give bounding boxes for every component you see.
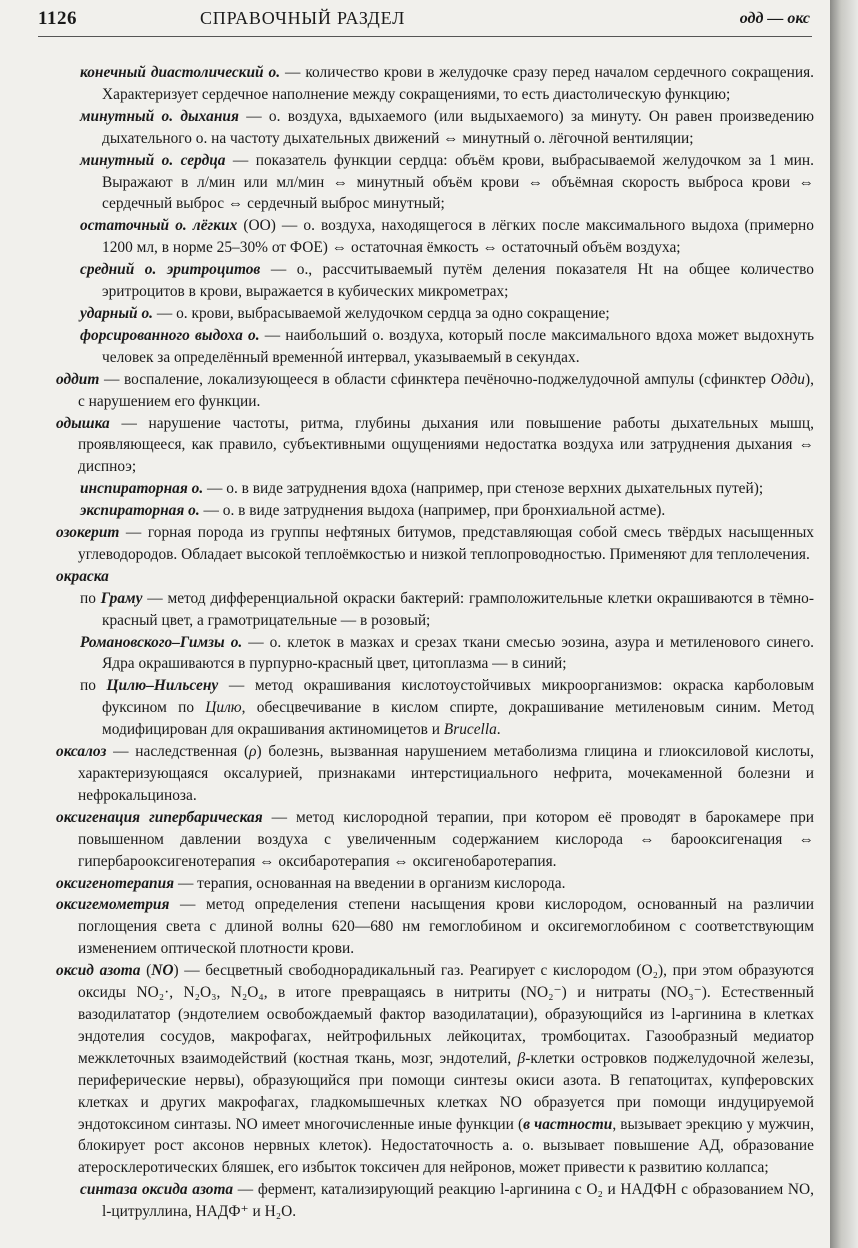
entry-text: — о. воздуха, вдыхаемого (или выдыхаемого) за минуту. Он равен произведению дыхательного о. на частоту дыхательных движений ⇔ минутный о. лёгочной вентиляции; [102, 107, 815, 147]
entry-text: — количество крови в желудочке сразу перед началом сердечного сокращения. Характеризует сердечное наполнение между сокращениями, то есть диастолическую функцию; [102, 64, 814, 103]
entry-text: Brucella [443, 721, 497, 739]
entry-term: минутный о. дыхания [80, 107, 239, 125]
entry-text: — фермент, катализирующий реакцию l-аргинина с O₂ и НАДФН с образованием NO, l-цитруллина, НАДФ⁺ и H₂O. [102, 1181, 814, 1221]
entry-text: — воспаление, локализующееся в области сфинктера печёночно-поджелудочной ампулы (сфинктер [99, 370, 771, 388]
entry-term: инспираторная о. [80, 480, 204, 498]
entry-text: — метод определения степени насыщения крови кислородом, основанный на различии поглощения света с длиной волны 620—680 нм гемоглобином и оксигемоглобином с соответствующим изменением оптической плотности крови. [78, 896, 814, 958]
dictionary-entry [56, 807, 814, 873]
entry-text: — горная порода из группы нефтяных битумов, представляющая собой смесь твёрдых насыщенных углеводородов. Обладает высокой теплоёмкостью и низкой теплопроводностью. Применяют для теплолечения. [78, 524, 814, 563]
entry-text: — о. крови, выбрасываемой желудочком сердца за одно сокращение; [153, 304, 610, 322]
entry-term: озокерит [56, 524, 120, 542]
section-title: СПРАВОЧНЫЙ РАЗДЕЛ [200, 8, 406, 28]
entry-text: — показатель функции сердца: объём крови, выбрасываемой желудочком за 1 мин. Выражают в л/мин или мл/мин ⇔ минутный объём крови ⇔ объёмная скорость выброса крови ⇔ сердечный выброс ⇔ сердечный выброс минутный; [102, 151, 814, 213]
entry-term: в частности [523, 1115, 613, 1133]
page-binding-edge [830, 0, 858, 1248]
entry-text: — метод окрашивания кислотоустойчивых микроорганизмов: окраска карболовым фуксином по [102, 677, 814, 717]
dictionary-subentry [80, 150, 814, 216]
entry-text: — нарушение частоты, ритма, глубины дыхания или повышение работы дыхательных мышц, проявляющееся, как правило, субъективными ощущениями недостатка воздуха или затруднения дыхания ⇔ диспноэ; [78, 414, 814, 476]
entry-term: экспираторная о. [80, 502, 200, 520]
entry-term: оддит [56, 370, 100, 388]
entry-range: одд — окс [739, 10, 810, 27]
entry-text: ρ [249, 743, 257, 761]
entries-list [0, 62, 830, 1223]
dictionary-entry [56, 522, 814, 566]
entry-term: ударный о. [80, 304, 153, 322]
dictionary-subentry [80, 259, 814, 303]
entry-text: Цилю [205, 699, 242, 717]
entry-text: — о., рассчитываемый путём деления показателя Ht на общее количество эритроцитов в крови, выражается в кубических микрометрах; [102, 261, 815, 301]
entry-text: — наибольший о. воздуха, который после максимального вдоха может выдохнуть человек за определённый временно́й интервал, указываемый в секундах. [102, 326, 814, 366]
entry-term: остаточный о. лёгких [80, 217, 238, 235]
entry-term: оксалоз [56, 743, 107, 761]
entry-text: . [496, 721, 501, 739]
entry-term: форсированного выдоха о. [80, 326, 260, 344]
dictionary-subentry [80, 106, 814, 150]
entry-text: по [80, 589, 101, 607]
dictionary-subentry [80, 500, 814, 522]
dictionary-entry [56, 413, 814, 479]
dictionary-subentry [80, 325, 814, 369]
entry-text: ( [140, 962, 152, 980]
entry-term: Цилю–Нильсену [106, 677, 219, 695]
dictionary-subentry [80, 62, 814, 106]
entry-text: -клетки островков поджелудочной железы, периферические нервы), образующийся при помощи синтезы окиси азота. В гепатоцитах, купферовских клетках и других макрофагах, гладкомышечных клетках NO образуется при помощи индуцируемой эндотоксином синтазы. NO имеет многочисленные иные функции ( [78, 1049, 814, 1133]
entry-text: , обесцвечивание в кислом спирте, докрашивание метиленовым синим. Метод модифицирован для окрашивания актиномицетов и [102, 699, 814, 739]
entry-term: Граму [100, 589, 143, 607]
entry-text: Одди [770, 370, 806, 388]
dictionary-entry [56, 741, 814, 807]
entry-text: β [517, 1049, 526, 1067]
entry-text: ) — бесцветный свободнорадикальный газ. Реагирует с кислородом (O₂), при этом образуются оксиды NO₂·, N₂O₃, N₂O₄, в итоге превращаясь в нитриты (NO₂⁻) и нитраты (NO₃⁻). Естественный вазодилататор (эндотелием освобождаемый фактор вазодилатации), образующийся из l-аргинина в клетках эндотелия сосудов, макрофагах, нейтрофильных лейкоцитах, тромбоцитах. Газообразный медиатор межклеточных взаимодействий (костная ткань, мозг, эндотелий, [78, 962, 814, 1067]
entry-text: — наследственная ( [106, 743, 250, 761]
entry-text: ), с нарушением его функции. [78, 370, 814, 410]
entry-term: оксигенотерапия [56, 874, 175, 892]
entry-term: оксид азота [56, 962, 141, 980]
entry-term: оксигемометрия [56, 896, 170, 914]
entry-term: Романовского–Гимзы о. [80, 633, 243, 651]
entry-text: — о. в виде затруднения вдоха (например, при стенозе верхних дыхательных путей); [203, 480, 764, 498]
header-rule [38, 36, 812, 37]
entry-text: — терапия, основанная на введении в организм кислорода. [174, 874, 566, 892]
dictionary-entry [56, 894, 814, 960]
dictionary-subentry [80, 632, 814, 676]
dictionary-subentry [80, 588, 814, 632]
dictionary-entry [56, 873, 814, 895]
entry-text: — метод дифференциальной окраски бактерий: грамположительные клетки окрашиваются в тёмно-красный цвет, а грамотрицательные — в розовый; [102, 589, 814, 629]
dictionary-subentry [80, 1179, 814, 1223]
entry-term: NO [151, 962, 174, 980]
entry-text: ) болезнь, вызванная нарушением метаболизма глицина и глиоксиловой кислоты, характеризующаяся оксалурией, признаками интерстициального нефрита, мочекаменной болезни и нефрокальциноза. [78, 743, 814, 804]
page-header [38, 6, 812, 34]
entry-term: средний о. эритроцитов [80, 261, 261, 279]
entry-term: оксигенация гипербарическая [56, 808, 263, 826]
entry-term: минутный о. сердца [80, 151, 226, 169]
entry-text: (ОО) — о. воздуха, находящегося в лёгких после максимального выдоха (примерно 1200 мл, в норме 25–30% от ФОЕ) ⇔ остаточная ёмкость ⇔ остаточный объём воздуха; [102, 217, 814, 257]
entry-text: , вызывает эрекцию у мужчин, блокирует рост аксонов нервных клеток). Недостаточность а. о. вызывает повышение АД, образование атеросклеротических бляшек, его избыток токсичен для нейронов, может привести к развитию коллапса; [78, 1115, 814, 1177]
entry-text: — о. в виде затруднения выдоха (например, при бронхиальной астме). [199, 502, 666, 520]
page-number: 1126 [38, 8, 77, 29]
entry-text: — о. клеток в мазках и срезах ткани смесью эозина, азура и метиленового синего. Ядра окрашиваются в пурпурно-красный цвет, цитоплазма — в синий; [102, 633, 814, 673]
dictionary-subentry [80, 675, 814, 741]
dictionary-entry [56, 369, 814, 413]
entry-term: окраска [56, 567, 109, 585]
dictionary-subentry [80, 303, 814, 325]
dictionary-subentry [80, 478, 814, 500]
entry-term: синтаза оксида азота [80, 1181, 234, 1199]
entry-text: по [80, 677, 107, 695]
entry-term: одышка [56, 414, 110, 432]
entry-text: — метод кислородной терапии, при котором её проводят в барокамере при повышенном давлении воздуха с увеличенным содержанием кислорода ⇔ бароoксигенация ⇔ гипербарооксигенотерапия ⇔ оксибаротерапия ⇔ оксигенобаротерапия. [78, 808, 815, 870]
dictionary-entry [56, 566, 814, 588]
entry-term: конечный диастолический о. [80, 64, 281, 81]
dictionary-entry [56, 960, 814, 1179]
dictionary-subentry [80, 215, 814, 259]
